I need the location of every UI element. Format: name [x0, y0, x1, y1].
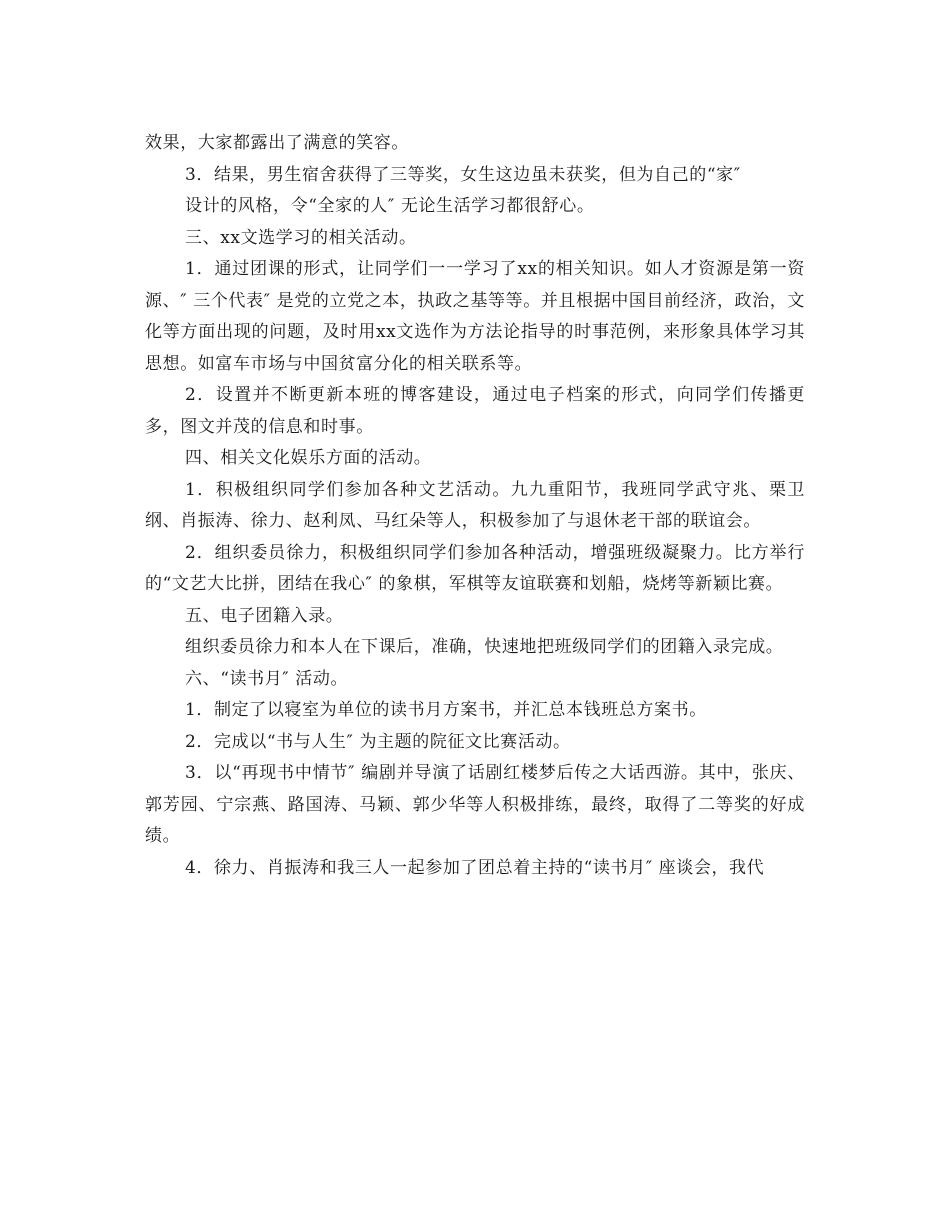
- paragraph-section3-item2: 2．设置并不断更新本班的博客建设，通过电子档案的形式，向同学们传播更多，图文并茂的信息和时事。: [145, 385, 805, 437]
- section-heading-6: 六、“读书月″ 活动。: [185, 668, 349, 689]
- paragraph-section5-body: 组织委员徐力和本人在下课后，准确，快速地把班级同学们的团籍入录完成。: [185, 637, 784, 657]
- paragraph-result: 3．结果，男生宿舍获得了三等奖，女生这边虽未获奖，但为自己的“家″: [185, 164, 741, 185]
- paragraph-section6-item2: 2．完成以“书与人生″ 为主题的院征文比赛活动。: [185, 731, 571, 752]
- paragraph-section6-item4: 4．徐力、肖振涛和我三人一起参加了团总着主持的“读书月″ 座谈会，我代: [185, 857, 765, 878]
- paragraph-section4-item1: 1．积极组织同学们参加各种文艺活动。九九重阳节，我班同学武守兆、栗卫纲、肖振涛、徐力、赵利凤、马红朵等人，积极参加了与退休老干部的联谊会。: [145, 479, 805, 531]
- paragraph-result-continued: 设计的风格，令“全家的人″ 无论生活学习都很舒心。: [185, 196, 595, 216]
- paragraph-section6-item1: 1．制定了以寝室为单位的读书月方案书，并汇总本钱班总方案书。: [185, 700, 707, 720]
- document-body: [145, 128, 805, 884]
- paragraph-section6-item3: 3．以“再现书中情节″ 编剧并导演了话剧红楼梦后传之大话西游。其中，张庆、郭芳园、宁宗燕、路国涛、马颖、郭少华等人积极排练，最终，取得了二等奖的好成绩。: [145, 763, 805, 846]
- section-heading-5: 五、电子团籍入录。: [185, 605, 344, 626]
- section-heading-3: 三、xx文选学习的相关活动。: [185, 227, 417, 248]
- paragraph-section4-item2: 2．组织委员徐力，积极组织同学们参加各种活动，增强班级凝聚力。比方举行的“文艺大比拼，团结在我心″ 的象棋，军棋等友谊联赛和划船，烧烤等新颖比赛。: [145, 542, 805, 594]
- section-heading-4: 四、相关文化娱乐方面的活动。: [185, 448, 432, 468]
- paragraph-continuation: 效果，大家都露出了满意的笑容。: [145, 133, 409, 153]
- paragraph-section3-item1: 1．通过团课的形式，让同学们一一学习了xx的相关知识。如人才资源是第一资源、″ 三个代表″ 是党的立党之本，执政之基等等。并且根据中国目前经济，政治，文化等方面出现的问题，及时用xx文选作为方法论指导的时事范例，来形象具体学习其思想。如富车市场与中国贫富分化的相关联系等。: [145, 259, 805, 374]
